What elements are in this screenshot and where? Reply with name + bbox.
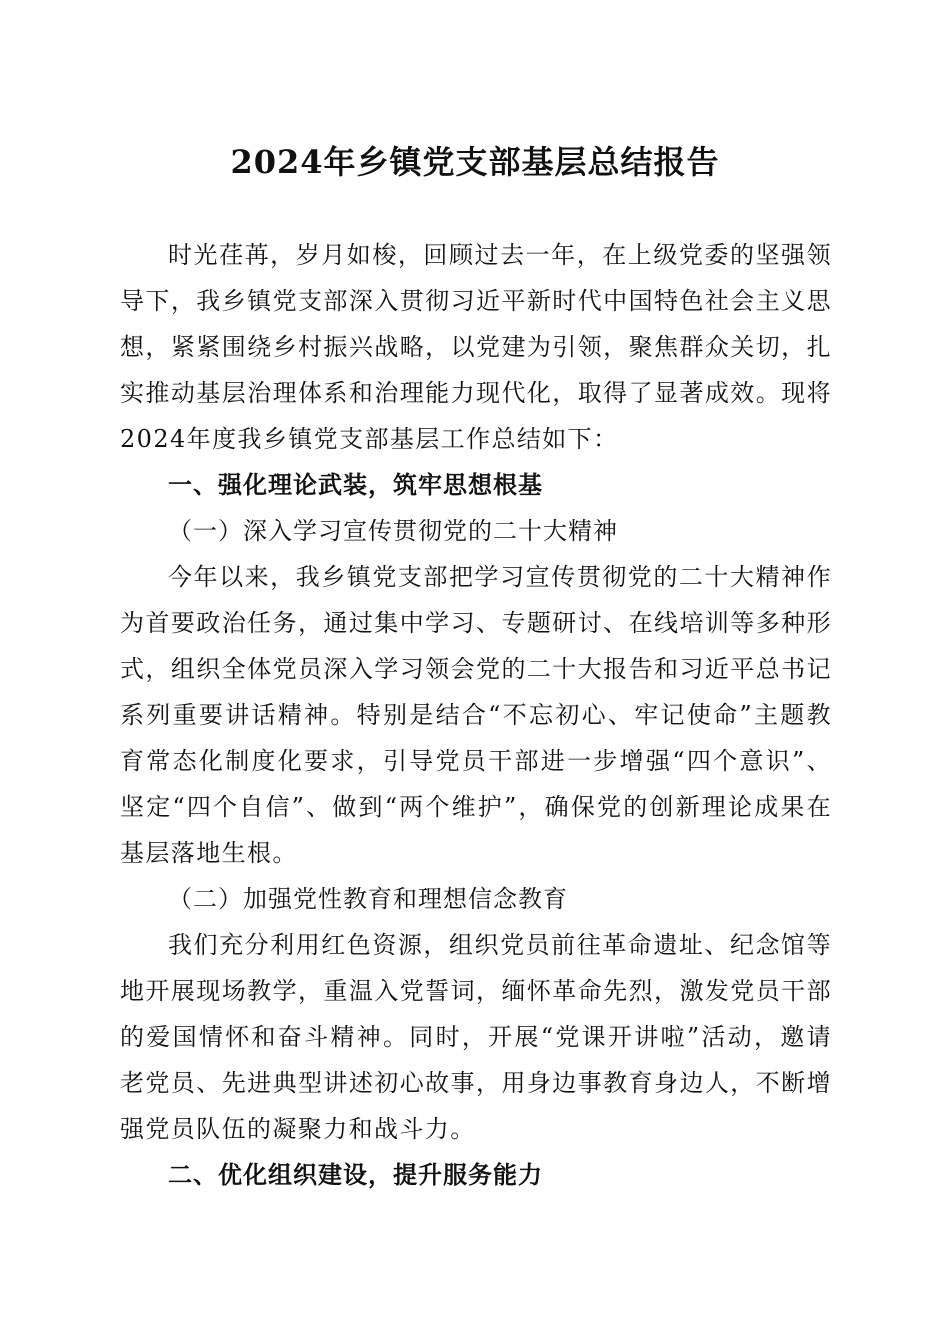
subsection-1-2-paragraph: 我们充分利用红色资源，组织党员前往革命遗址、纪念馆等地开展现场教学，重温入党誓词，缅怀革命先烈，激发党员干部的爱国情怀和奋斗精神。同时，开展“党课开讲啦”活动，邀请老党员、先进典型讲述初心故事，用身边事教育身边人，不断增强党员队伍的凝聚力和战斗力。 xyxy=(120,931,832,1143)
subsection-1-1-heading: （一）深入学习宣传贯彻党的二十大精神 xyxy=(168,517,618,545)
subsection-1-1-paragraph: 今年以来，我乡镇党支部把学习宣传贯彻党的二十大精神作为首要政治任务，通过集中学习、专题研讨、在线培训等多种形式，组织全体党员深入学习领会党的二十大报告和习近平总书记系列重要讲话精神。特别是结合“不忘初心、牢记使命”主题教育常态化制度化要求，引导党员干部进一步增强“四个意识”、坚定“四个自信”、做到“两个维护”，确保党的创新理论成果在基层落地生根。 xyxy=(120,563,832,867)
section-1-heading: 一、强化理论武装，筑牢思想根基 xyxy=(168,471,543,499)
document-title: 2024年乡镇党支部基层总结报告 xyxy=(230,143,720,181)
document-body xyxy=(120,232,832,1198)
subsection-1-2-heading: （二）加强党性教育和理想信念教育 xyxy=(168,885,568,913)
intro-paragraph: 时光荏苒，岁月如梭，回顾过去一年，在上级党委的坚强领导下，我乡镇党支部深入贯彻习近平新时代中国特色社会主义思想，紧紧围绕乡村振兴战略，以党建为引领，聚焦群众关切，扎实推动基层治理体系和治理能力现代化，取得了显著成效。现将2024年度我乡镇党支部基层工作总结如下： xyxy=(120,241,832,453)
section-2-heading: 二、优化组织建设，提升服务能力 xyxy=(168,1161,543,1189)
